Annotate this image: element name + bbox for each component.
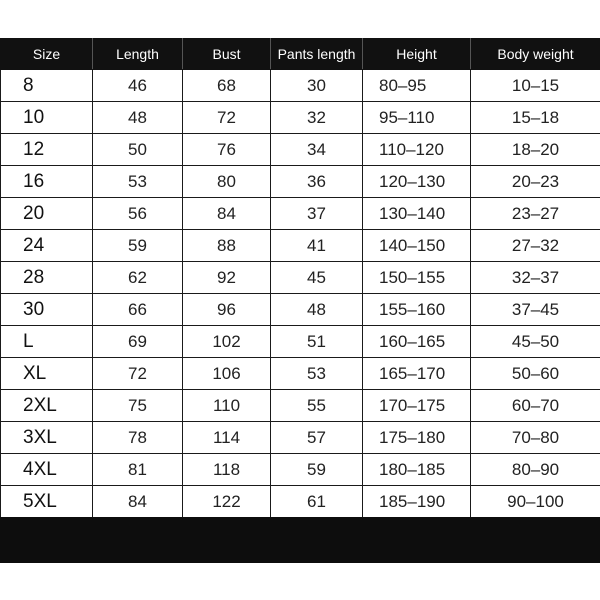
length-cell: 81 xyxy=(93,454,183,486)
pants-length-cell: 34 xyxy=(271,134,363,166)
height-cell: 140–150 xyxy=(363,230,471,262)
body-weight-cell: 15–18 xyxy=(471,102,600,134)
bust-cell: 92 xyxy=(183,262,271,294)
header-length: Length xyxy=(93,39,183,70)
table-row xyxy=(1,454,600,486)
size-cell: 24 xyxy=(1,230,93,262)
table-row xyxy=(1,198,600,230)
height-cell: 120–130 xyxy=(363,166,471,198)
length-cell: 48 xyxy=(93,102,183,134)
bust-cell: 118 xyxy=(183,454,271,486)
body-weight-cell: 37–45 xyxy=(471,294,600,326)
height-cell: 150–155 xyxy=(363,262,471,294)
table-row xyxy=(1,262,600,294)
pants-length-cell: 51 xyxy=(271,326,363,358)
size-cell: 20 xyxy=(1,198,93,230)
size-cell: XL xyxy=(1,358,93,390)
height-cell: 165–170 xyxy=(363,358,471,390)
height-cell: 180–185 xyxy=(363,454,471,486)
table-row xyxy=(1,294,600,326)
bust-cell: 80 xyxy=(183,166,271,198)
footer-bar xyxy=(0,517,600,563)
table-row xyxy=(1,230,600,262)
table-row xyxy=(1,486,600,518)
size-cell: 16 xyxy=(1,166,93,198)
table-row xyxy=(1,358,600,390)
size-cell: L xyxy=(1,326,93,358)
pants-length-cell: 41 xyxy=(271,230,363,262)
table-row xyxy=(1,326,600,358)
size-cell: 5XL xyxy=(1,486,93,518)
bust-cell: 88 xyxy=(183,230,271,262)
header-size: Size xyxy=(1,39,93,70)
table-row xyxy=(1,70,600,102)
bust-cell: 72 xyxy=(183,102,271,134)
body-weight-cell: 70–80 xyxy=(471,422,600,454)
pants-length-cell: 57 xyxy=(271,422,363,454)
height-cell: 185–190 xyxy=(363,486,471,518)
length-cell: 69 xyxy=(93,326,183,358)
size-chart-table xyxy=(0,38,600,518)
size-cell: 12 xyxy=(1,134,93,166)
length-cell: 62 xyxy=(93,262,183,294)
pants-length-cell: 36 xyxy=(271,166,363,198)
table-row xyxy=(1,422,600,454)
pants-length-cell: 53 xyxy=(271,358,363,390)
length-cell: 46 xyxy=(93,70,183,102)
body-weight-cell: 18–20 xyxy=(471,134,600,166)
pants-length-cell: 30 xyxy=(271,70,363,102)
length-cell: 53 xyxy=(93,166,183,198)
size-cell: 10 xyxy=(1,102,93,134)
size-cell: 30 xyxy=(1,294,93,326)
length-cell: 56 xyxy=(93,198,183,230)
body-weight-cell: 60–70 xyxy=(471,390,600,422)
header-height: Height xyxy=(363,39,471,70)
bust-cell: 110 xyxy=(183,390,271,422)
bust-cell: 68 xyxy=(183,70,271,102)
height-cell: 170–175 xyxy=(363,390,471,422)
size-cell: 8 xyxy=(1,70,93,102)
length-cell: 75 xyxy=(93,390,183,422)
body-weight-cell: 80–90 xyxy=(471,454,600,486)
header-bust: Bust xyxy=(183,39,271,70)
height-cell: 160–165 xyxy=(363,326,471,358)
bust-cell: 114 xyxy=(183,422,271,454)
length-cell: 78 xyxy=(93,422,183,454)
height-cell: 155–160 xyxy=(363,294,471,326)
bust-cell: 96 xyxy=(183,294,271,326)
bust-cell: 84 xyxy=(183,198,271,230)
height-cell: 95–110 xyxy=(363,102,471,134)
table-row xyxy=(1,166,600,198)
length-cell: 66 xyxy=(93,294,183,326)
pants-length-cell: 61 xyxy=(271,486,363,518)
header-pants-length: Pants length xyxy=(271,39,363,70)
pants-length-cell: 37 xyxy=(271,198,363,230)
height-cell: 130–140 xyxy=(363,198,471,230)
height-cell: 175–180 xyxy=(363,422,471,454)
table-row xyxy=(1,134,600,166)
body-weight-cell: 23–27 xyxy=(471,198,600,230)
size-cell: 28 xyxy=(1,262,93,294)
body-weight-cell: 27–32 xyxy=(471,230,600,262)
pants-length-cell: 59 xyxy=(271,454,363,486)
pants-length-cell: 48 xyxy=(271,294,363,326)
body-weight-cell: 45–50 xyxy=(471,326,600,358)
body-weight-cell: 20–23 xyxy=(471,166,600,198)
size-cell: 3XL xyxy=(1,422,93,454)
pants-length-cell: 45 xyxy=(271,262,363,294)
bust-cell: 106 xyxy=(183,358,271,390)
size-cell: 2XL xyxy=(1,390,93,422)
size-cell: 4XL xyxy=(1,454,93,486)
bust-cell: 102 xyxy=(183,326,271,358)
body-weight-cell: 50–60 xyxy=(471,358,600,390)
length-cell: 84 xyxy=(93,486,183,518)
body-weight-cell: 90–100 xyxy=(471,486,600,518)
bust-cell: 122 xyxy=(183,486,271,518)
bust-cell: 76 xyxy=(183,134,271,166)
body-weight-cell: 32–37 xyxy=(471,262,600,294)
length-cell: 72 xyxy=(93,358,183,390)
table-row xyxy=(1,390,600,422)
length-cell: 50 xyxy=(93,134,183,166)
pants-length-cell: 55 xyxy=(271,390,363,422)
length-cell: 59 xyxy=(93,230,183,262)
table-row xyxy=(1,102,600,134)
body-weight-cell: 10–15 xyxy=(471,70,600,102)
height-cell: 80–95 xyxy=(363,70,471,102)
pants-length-cell: 32 xyxy=(271,102,363,134)
header-body-weight: Body weight xyxy=(471,39,600,70)
header-row xyxy=(1,39,600,70)
table-body xyxy=(1,70,600,518)
height-cell: 110–120 xyxy=(363,134,471,166)
